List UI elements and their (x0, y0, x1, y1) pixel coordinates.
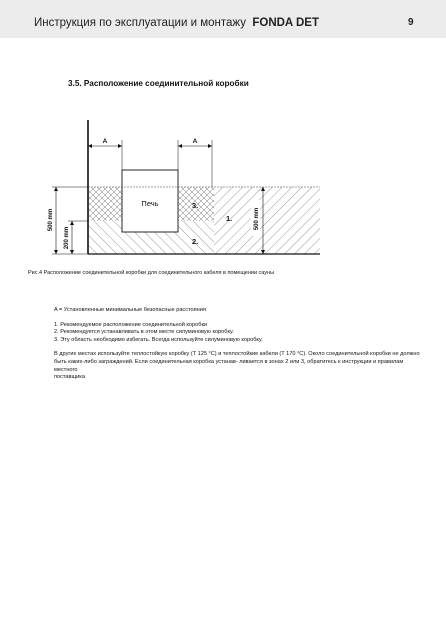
header-title-text: Инструкция по эксплуатации и монтажу (34, 17, 246, 29)
zone-label-1: 1. (226, 214, 233, 223)
list-item: 3. Эту область необходимо избегать. Всегда используйте силуминовую коробку. (54, 336, 263, 343)
list-item: 2. Рекомендуется устанавливать в этом месте силуминовую коробку. (54, 329, 234, 336)
zone-list (54, 322, 424, 345)
dim-500-right-label: 500 mm (254, 207, 260, 231)
notes-paragraph-end: поставщика (54, 374, 85, 381)
notes-block (54, 307, 424, 382)
figure-caption: Рис.4 Расположение соединительной коробки для соединительного кабеля в помещении сауны (28, 270, 275, 276)
list-item: 1. Рекомендуемое расположение соединительной коробки (54, 321, 208, 328)
section-title: 3.5. Расположение соединительной коробки (68, 79, 249, 88)
dim-500-left-label: 500 mm (48, 208, 54, 232)
dimension-a-left-label: A (102, 138, 108, 145)
junction-box-diagram (42, 120, 332, 265)
a-definition: A = Установленные минимальные безопасные расстояния (54, 307, 206, 313)
dim-200-label: 200 mm (64, 226, 70, 250)
notes-paragraph: В других местах используйте теплостойкую коробку (T 125 °C) и теплостойкие кабели (T 170 °C). Около соединительной коробки не должно быть каких-либо заграждений. Если соединительная коробка устанав- ливается в зонах 2 или 3, обратитесь к инструкции и правилам местного (54, 351, 420, 373)
dimension-a-right-label: A (192, 138, 198, 145)
zone-3-left (88, 187, 122, 221)
header-brand: FONDA DET (252, 17, 319, 29)
header-title (34, 17, 319, 29)
stove-label: Печь (141, 199, 159, 208)
zone-label-3: 3. (192, 201, 199, 210)
zone-label-2: 2. (192, 237, 199, 246)
page-header (0, 0, 446, 38)
page-number: 9 (408, 17, 414, 28)
diagram-svg (42, 120, 332, 260)
